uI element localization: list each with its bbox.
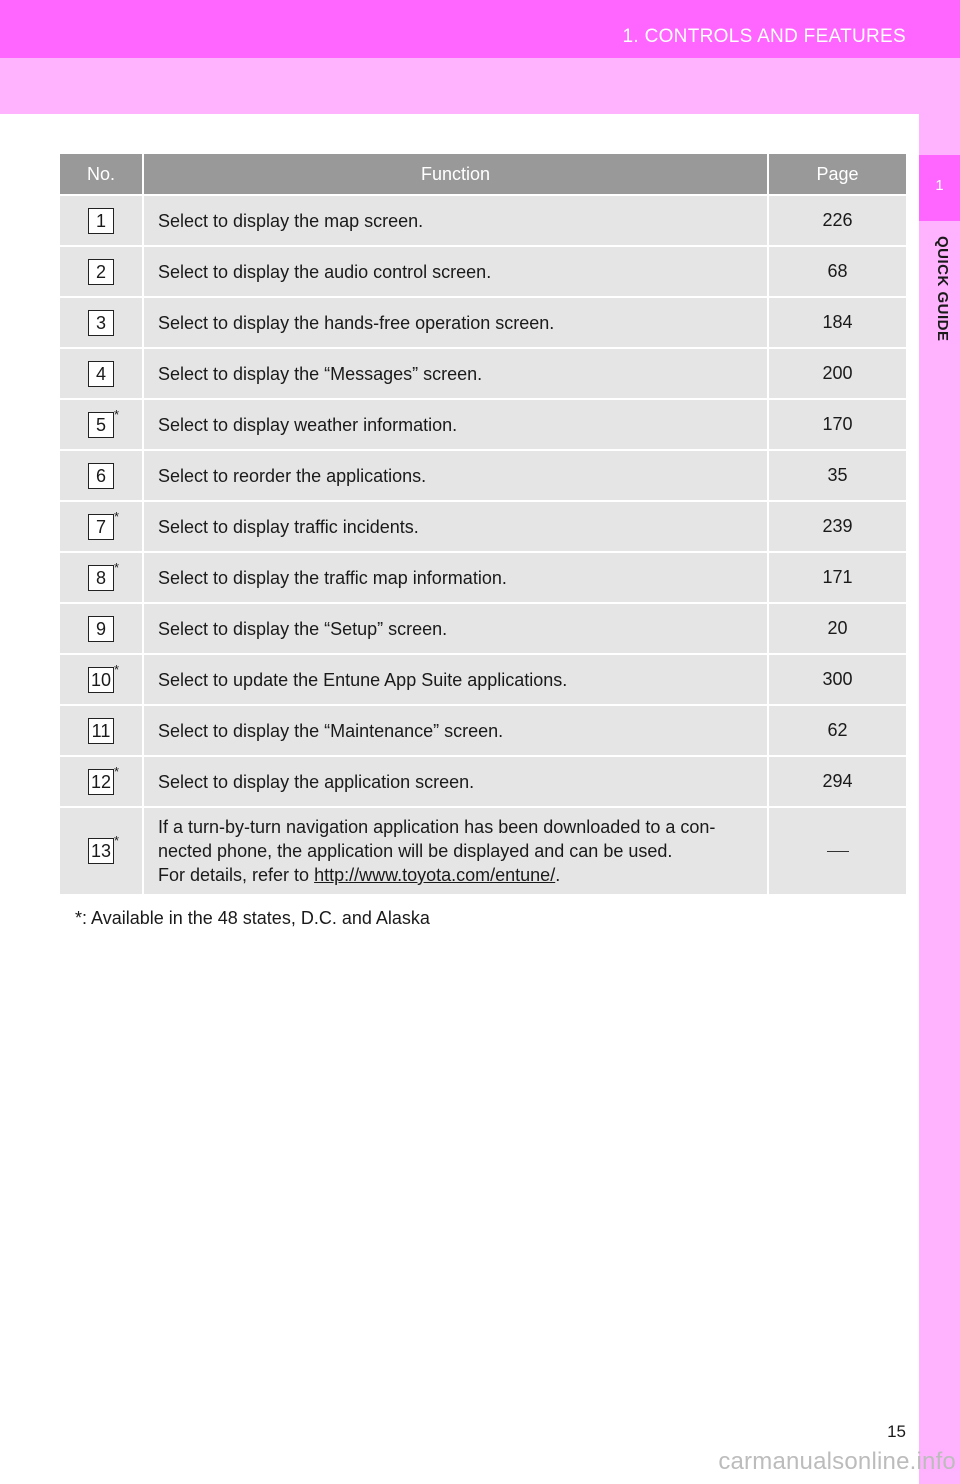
function-cell bbox=[143, 807, 768, 895]
table-row bbox=[60, 399, 906, 450]
row-number-box: 1 bbox=[88, 208, 114, 234]
row-number-cell bbox=[60, 195, 143, 246]
table-row bbox=[60, 807, 906, 895]
function-cell: Select to display the hands-free operation screen. bbox=[143, 297, 768, 348]
page-cell: 35 bbox=[768, 450, 906, 501]
row-number-cell bbox=[60, 348, 143, 399]
row-number-cell bbox=[60, 297, 143, 348]
availability-asterisk: * bbox=[114, 661, 120, 677]
function-cell: Select to display the “Setup” screen. bbox=[143, 603, 768, 654]
function-cell: Select to display the “Messages” screen. bbox=[143, 348, 768, 399]
page-cell: 300 bbox=[768, 654, 906, 705]
entune-link[interactable]: http://www.toyota.com/entune/ bbox=[314, 865, 556, 885]
function-text-line: For details, refer to bbox=[158, 865, 315, 885]
table-header-row bbox=[60, 154, 906, 195]
row-number-cell bbox=[60, 756, 143, 807]
availability-asterisk: * bbox=[114, 833, 120, 848]
page-cell: 171 bbox=[768, 552, 906, 603]
table-row bbox=[60, 195, 906, 246]
table-row bbox=[60, 603, 906, 654]
page-cell: 239 bbox=[768, 501, 906, 552]
function-text-line: . bbox=[555, 865, 561, 885]
function-cell: Select to display the application screen. bbox=[143, 756, 768, 807]
footnote: *: Available in the 48 states, D.C. and Alaska bbox=[75, 908, 430, 928]
availability-asterisk: * bbox=[114, 508, 120, 524]
row-number-cell bbox=[60, 501, 143, 552]
row-number-box: 6 bbox=[88, 463, 114, 489]
function-cell: Select to reorder the applications. bbox=[143, 450, 768, 501]
header-no: No. bbox=[60, 154, 143, 195]
function-cell: Select to display the “Maintenance” screen. bbox=[143, 705, 768, 756]
row-number-cell bbox=[60, 399, 143, 450]
no-page-dash bbox=[827, 851, 849, 852]
row-number-cell bbox=[60, 807, 143, 895]
table-row bbox=[60, 246, 906, 297]
table-row bbox=[60, 348, 906, 399]
watermark: carmanualsonline.info bbox=[718, 1448, 956, 1475]
function-cell: Select to display traffic incidents. bbox=[143, 501, 768, 552]
section-title: 1. CONTROLS AND FEATURES bbox=[622, 26, 906, 47]
page-cell: 20 bbox=[768, 603, 906, 654]
page-cell: 294 bbox=[768, 756, 906, 807]
row-number-box: 12 bbox=[88, 769, 114, 795]
function-cell: Select to display the traffic map information. bbox=[143, 552, 768, 603]
row-number-box: 10 bbox=[88, 667, 114, 693]
function-table bbox=[60, 154, 906, 896]
function-cell: Select to display the audio control screen. bbox=[143, 246, 768, 297]
row-number-cell bbox=[60, 246, 143, 297]
page-cell bbox=[768, 807, 906, 895]
table-row bbox=[60, 552, 906, 603]
table-row bbox=[60, 501, 906, 552]
row-number-box: 13 bbox=[88, 838, 114, 864]
row-number-cell bbox=[60, 552, 143, 603]
header-function: Function bbox=[143, 154, 768, 195]
page-cell: 170 bbox=[768, 399, 906, 450]
row-number-cell bbox=[60, 603, 143, 654]
page-cell: 200 bbox=[768, 348, 906, 399]
chapter-label: QUICK GUIDE bbox=[934, 236, 951, 342]
availability-asterisk: * bbox=[114, 559, 120, 575]
row-number-box: 8 bbox=[88, 565, 114, 591]
row-number-box: 2 bbox=[88, 259, 114, 285]
row-number-cell bbox=[60, 450, 143, 501]
page-cell: 226 bbox=[768, 195, 906, 246]
availability-asterisk: * bbox=[114, 406, 120, 422]
row-number-box: 7 bbox=[88, 514, 114, 540]
table-row bbox=[60, 297, 906, 348]
row-number-box: 11 bbox=[88, 718, 114, 744]
chapter-number-tab[interactable]: 1 bbox=[919, 155, 960, 221]
availability-asterisk: * bbox=[114, 763, 120, 779]
function-cell: Select to display weather information. bbox=[143, 399, 768, 450]
table-row bbox=[60, 705, 906, 756]
table-row bbox=[60, 654, 906, 705]
header-page: Page bbox=[768, 154, 906, 195]
function-cell: Select to update the Entune App Suite applications. bbox=[143, 654, 768, 705]
page-number: 15 bbox=[887, 1422, 906, 1441]
table-body bbox=[60, 195, 906, 895]
page-cell: 184 bbox=[768, 297, 906, 348]
row-number-box: 5 bbox=[88, 412, 114, 438]
table-row bbox=[60, 756, 906, 807]
row-number-cell bbox=[60, 654, 143, 705]
function-text-line: If a turn-by-turn navigation application has been downloaded to a con- bbox=[158, 817, 716, 837]
header-subband bbox=[0, 58, 960, 114]
row-number-box: 3 bbox=[88, 310, 114, 336]
row-number-box: 9 bbox=[88, 616, 114, 642]
row-number-cell bbox=[60, 705, 143, 756]
row-number-box: 4 bbox=[88, 361, 114, 387]
page-cell: 62 bbox=[768, 705, 906, 756]
function-cell: Select to display the map screen. bbox=[143, 195, 768, 246]
function-text-line: nected phone, the application will be displayed and can be used. bbox=[158, 841, 673, 861]
table-row bbox=[60, 450, 906, 501]
page-cell: 68 bbox=[768, 246, 906, 297]
